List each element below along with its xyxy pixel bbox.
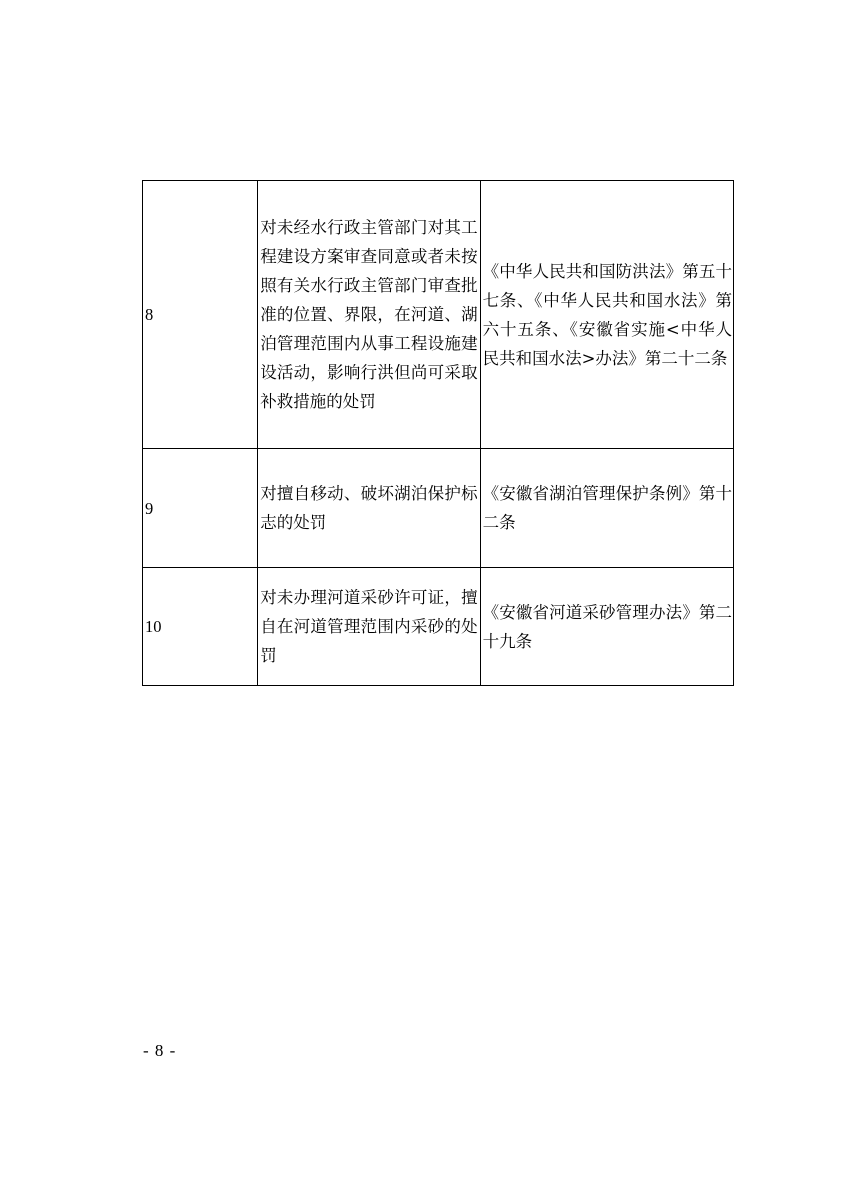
table-row [143, 181, 734, 449]
penalty-item-cell: 对擅自移动、破坏湖泊保护标志的处罚 [258, 449, 480, 568]
legal-basis-cell: 《安徽省湖泊管理保护条例》第十二条 [480, 449, 733, 568]
page-number: - 8 - [143, 1041, 177, 1060]
penalty-item-cell: 对未办理河道采砂许可证，擅自在河道管理范围内采砂的处罚 [258, 568, 480, 686]
row-number-cell: 8 [143, 181, 258, 449]
penalty-item-cell: 对未经水行政主管部门对其工程建设方案审查同意或者未按照有关水行政主管部门审查批准的位置、界限，在河道、湖泊管理范围内从事工程设施建设活动，影响行洪但尚可采取补救措施的处罚 [258, 181, 480, 449]
row-number-cell: 9 [143, 449, 258, 568]
row-number-cell: 10 [143, 568, 258, 686]
table-row [143, 449, 734, 568]
table-row [143, 568, 734, 686]
legal-basis-cell: 《安徽省河道采砂管理办法》第二十九条 [480, 568, 733, 686]
penalty-items-table [142, 180, 734, 686]
legal-basis-cell: 《中华人民共和国防洪法》第五十七条、《中华人民共和国水法》第六十五条、《安徽省实施<中华人民共和国水法>办法》第二十二条 [480, 181, 733, 449]
